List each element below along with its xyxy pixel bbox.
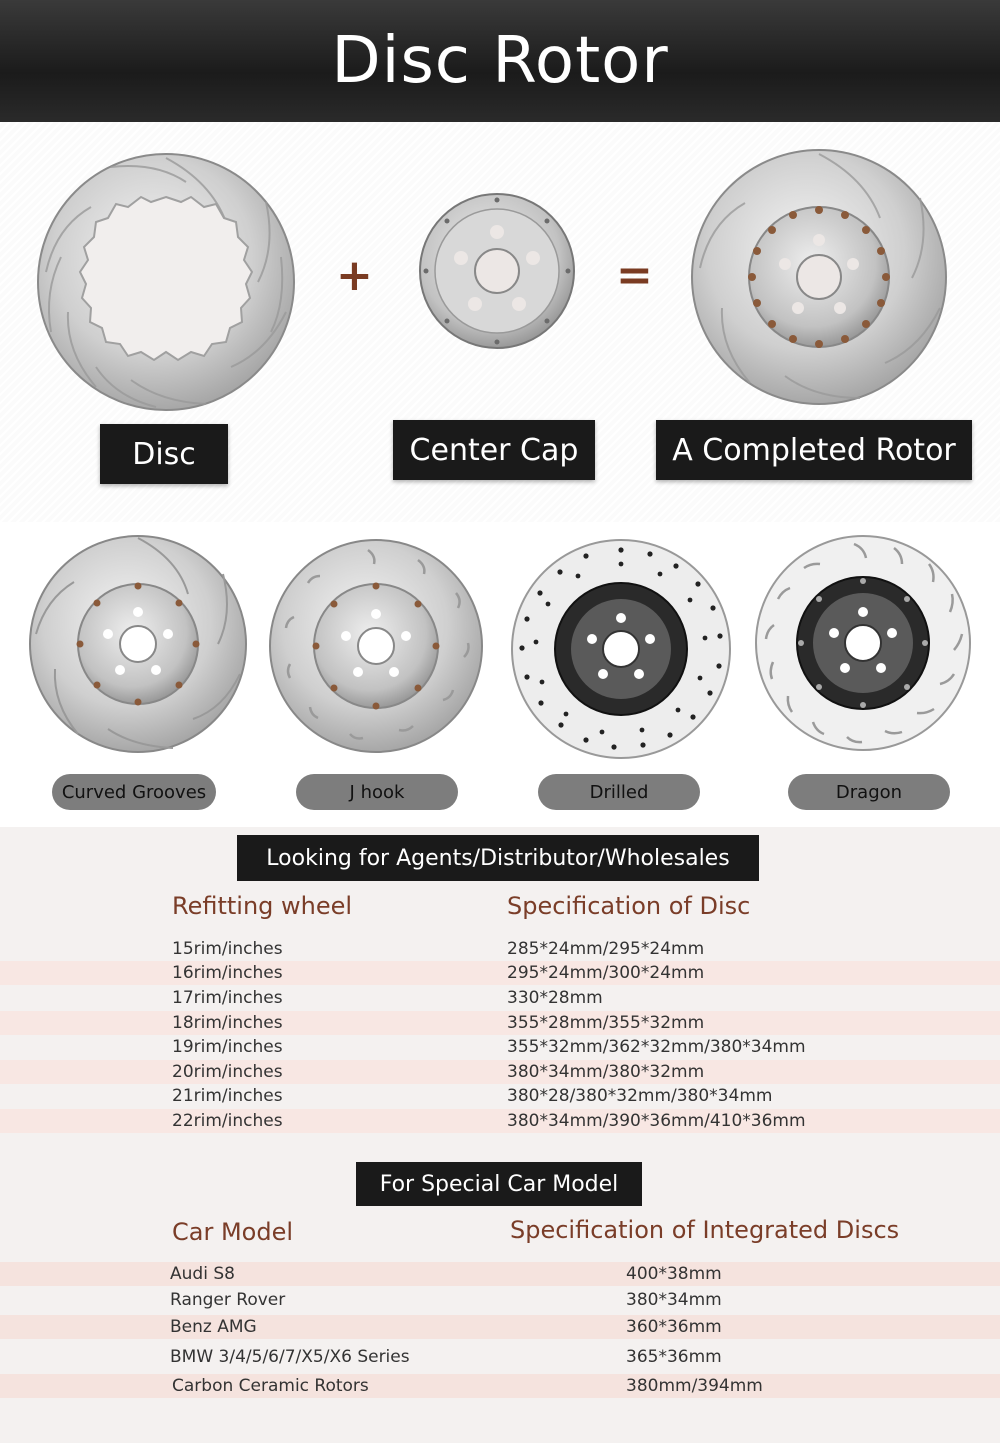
table-row [0, 1345, 1000, 1369]
wheel-size: 19rim/inches [172, 1037, 283, 1057]
integrated-disc-spec: 380*34mm [626, 1290, 722, 1310]
table-row [0, 1374, 1000, 1398]
disc-label: Disc [100, 424, 228, 484]
wheel-size: 20rim/inches [172, 1062, 283, 1082]
table-row [0, 961, 1000, 985]
style-label-dragon: Dragon [788, 774, 950, 810]
disc-spec: 295*24mm/300*24mm [507, 963, 705, 983]
disc-spec: 380*34mm/380*32mm [507, 1062, 705, 1082]
car-model: Audi S8 [170, 1264, 235, 1284]
integrated-disc-spec: 365*36mm [626, 1347, 722, 1367]
wheel-size: 21rim/inches [172, 1086, 283, 1106]
refitting-wheel-header: Refitting wheel [172, 892, 353, 920]
car-model-header: Car Model [172, 1218, 294, 1246]
curved-grooves-rotor-image [28, 534, 248, 754]
style-label-curved-grooves: Curved Grooves [52, 774, 216, 810]
page-title: Disc Rotor [331, 24, 669, 98]
table-row [0, 1035, 1000, 1059]
wheel-size: 22rim/inches [172, 1111, 283, 1131]
integrated-disc-spec: 360*36mm [626, 1317, 722, 1337]
disc-spec: 330*28mm [507, 988, 603, 1008]
drilled-rotor-image [510, 538, 732, 760]
disc-spec-header: Specification of Disc [507, 892, 751, 920]
wheel-size: 16rim/inches [172, 963, 283, 983]
table-row [0, 1060, 1000, 1084]
rotor-styles-section [0, 522, 1000, 827]
disc-spec: 380*28/380*32mm/380*34mm [507, 1086, 773, 1106]
car-model: BMW 3/4/5/6/7/X5/X6 Series [170, 1347, 410, 1367]
table-row [0, 1084, 1000, 1108]
table-row [0, 1109, 1000, 1133]
table-row [0, 1011, 1000, 1035]
table-row [0, 986, 1000, 1010]
completed-rotor-image [690, 148, 948, 406]
disc-spec: 380*34mm/390*36mm/410*36mm [507, 1111, 806, 1131]
page-header [0, 0, 1000, 122]
integrated-disc-spec: 380mm/394mm [626, 1376, 763, 1396]
table-row [0, 1262, 1000, 1286]
agents-banner: Looking for Agents/Distributor/Wholesales [237, 835, 759, 881]
equals-symbol: = [616, 250, 653, 301]
wheel-size: 18rim/inches [172, 1013, 283, 1033]
spec-section [0, 827, 1000, 1443]
style-label-drilled: Drilled [538, 774, 700, 810]
plus-symbol: + [336, 250, 373, 301]
integrated-disc-spec-header: Specification of Integrated Discs [510, 1216, 900, 1244]
center-cap-image [418, 192, 576, 350]
table-row [0, 1288, 1000, 1312]
dragon-rotor-image [754, 534, 972, 752]
table-row [0, 937, 1000, 961]
car-model: Benz AMG [170, 1317, 257, 1337]
disc-spec: 355*32mm/362*32mm/380*34mm [507, 1037, 806, 1057]
integrated-disc-spec: 400*38mm [626, 1264, 722, 1284]
assembly-section [0, 122, 1000, 522]
center-cap-label: Center Cap [393, 420, 595, 480]
completed-rotor-label: A Completed Rotor [656, 420, 972, 480]
disc-spec: 355*28mm/355*32mm [507, 1013, 705, 1033]
disc-image [36, 152, 296, 412]
style-label-j-hook: J hook [296, 774, 458, 810]
car-model: Carbon Ceramic Rotors [172, 1376, 369, 1396]
table-row [0, 1315, 1000, 1339]
j-hook-rotor-image [268, 538, 484, 754]
wheel-size: 17rim/inches [172, 988, 283, 1008]
wheel-size: 15rim/inches [172, 939, 283, 959]
special-model-banner: For Special Car Model [356, 1162, 642, 1206]
disc-spec: 285*24mm/295*24mm [507, 939, 705, 959]
car-model: Ranger Rover [170, 1290, 286, 1310]
